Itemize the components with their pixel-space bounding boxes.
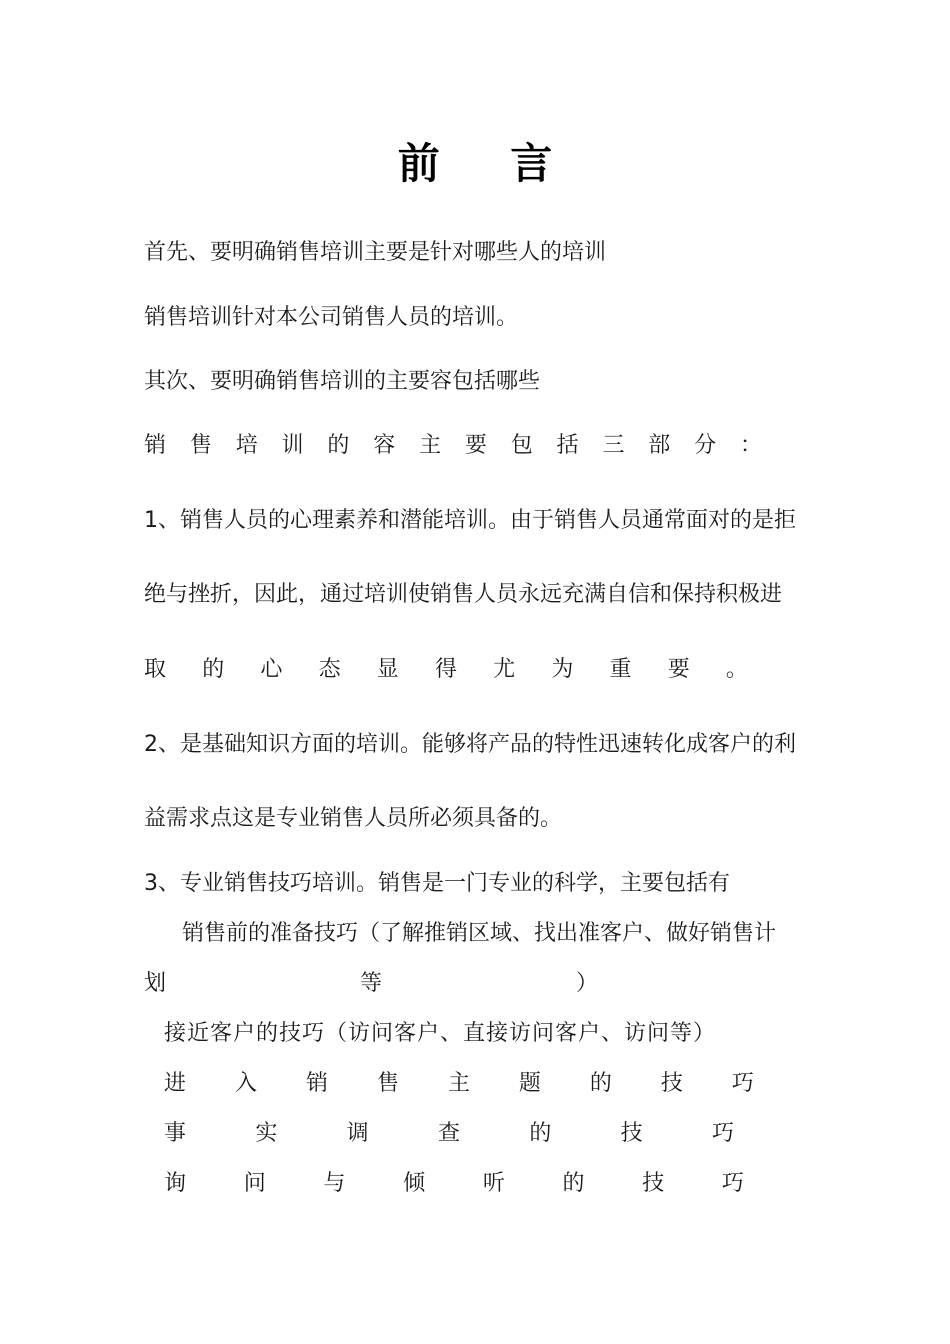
spaced-character: 题 — [518, 1071, 541, 1096]
spaced-character: 的 — [589, 1071, 612, 1096]
spaced-character: 的 — [202, 657, 225, 682]
spaced-character: 显 — [376, 657, 399, 682]
paragraph-line: 销售前的准备技巧（了解推销区域、找出准客户、做好销售计 — [182, 921, 777, 946]
spaced-character: ： — [739, 433, 762, 458]
spaced-character: 问 — [243, 1171, 266, 1196]
spaced-character: 巧 — [731, 1071, 754, 1096]
spread-line — [164, 1069, 754, 1099]
spaced-character: 取 — [144, 657, 167, 682]
spaced-character: 的 — [327, 433, 350, 458]
spaced-character: 询 — [164, 1171, 187, 1196]
spaced-character: 技 — [660, 1071, 683, 1096]
spaced-character: 销 — [305, 1071, 328, 1096]
spaced-character: 要 — [464, 433, 487, 458]
spaced-character: 入 — [234, 1071, 257, 1096]
spaced-character: 划 — [144, 971, 167, 996]
spaced-character: 培 — [235, 433, 258, 458]
paragraph-line: 益需求点这是专业销售人员所必须具备的。 — [144, 806, 563, 831]
spaced-character: 重 — [609, 657, 632, 682]
paragraph-line: 2、是基础知识方面的培训。能够将产品的特性迅速转化成客户的利 — [144, 732, 796, 757]
spaced-character: 售 — [189, 433, 212, 458]
spaced-character: 为 — [551, 657, 574, 682]
spaced-character: 括 — [556, 433, 579, 458]
paragraph-line: 3、专业销售技巧培训。销售是一门专业的科学，主要包括有 — [144, 871, 730, 896]
spaced-character: 尤 — [493, 657, 516, 682]
spaced-character: 查 — [437, 1121, 460, 1146]
spread-line — [144, 431, 762, 461]
spaced-character: 要 — [667, 657, 690, 682]
spread-line — [144, 655, 748, 685]
paragraph-line: 销售培训针对本公司销售人员的培训。 — [144, 305, 519, 330]
spread-line — [164, 1169, 744, 1199]
paragraph-line: 首先、要明确销售培训主要是针对哪些人的培训 — [144, 240, 607, 265]
spaced-character: 事 — [164, 1121, 187, 1146]
spaced-character: 技 — [642, 1171, 665, 1196]
spaced-character: 的 — [529, 1121, 552, 1146]
spaced-character: 主 — [447, 1071, 470, 1096]
spaced-character: 售 — [376, 1071, 399, 1096]
spaced-character: 主 — [419, 433, 442, 458]
spaced-character: 与 — [323, 1171, 346, 1196]
spaced-character: 的 — [562, 1171, 585, 1196]
spaced-character: 等 — [359, 971, 382, 996]
spaced-character: 。 — [725, 657, 748, 682]
spaced-character: 实 — [255, 1121, 278, 1146]
spread-line — [144, 969, 598, 999]
spaced-character: 巧 — [721, 1171, 744, 1196]
spaced-character: 三 — [602, 433, 625, 458]
spaced-character: 态 — [318, 657, 341, 682]
spaced-character: 心 — [260, 657, 283, 682]
spaced-character: 销 — [144, 433, 167, 458]
spaced-character: 巧 — [711, 1121, 734, 1146]
spaced-character: 倾 — [403, 1171, 426, 1196]
spaced-character: ） — [575, 971, 598, 996]
spaced-character: 训 — [281, 433, 304, 458]
spaced-character: 部 — [648, 433, 671, 458]
spaced-character: 得 — [434, 657, 457, 682]
spaced-character: 包 — [510, 433, 533, 458]
paragraph-line: 接近客户的技巧（访问客户、直接访问客户、访问等） — [164, 1021, 717, 1046]
paragraph-line: 其次、要明确销售培训的主要容包括哪些 — [144, 369, 541, 394]
spaced-character: 调 — [346, 1121, 369, 1146]
spaced-character: 技 — [620, 1121, 643, 1146]
paragraph-line: 绝与挫折，因此，通过培训使销售人员永远充满自信和保持积极进 — [144, 582, 783, 607]
spaced-character: 容 — [373, 433, 396, 458]
spread-line — [164, 1119, 734, 1149]
page-title: 前 言 — [397, 139, 581, 188]
paragraph-line: 1、销售人员的心理素养和潜能培训。由于销售人员通常面对的是拒 — [144, 508, 796, 533]
spaced-character: 听 — [482, 1171, 505, 1196]
spaced-character: 分 — [694, 433, 717, 458]
spaced-character: 进 — [164, 1071, 187, 1096]
